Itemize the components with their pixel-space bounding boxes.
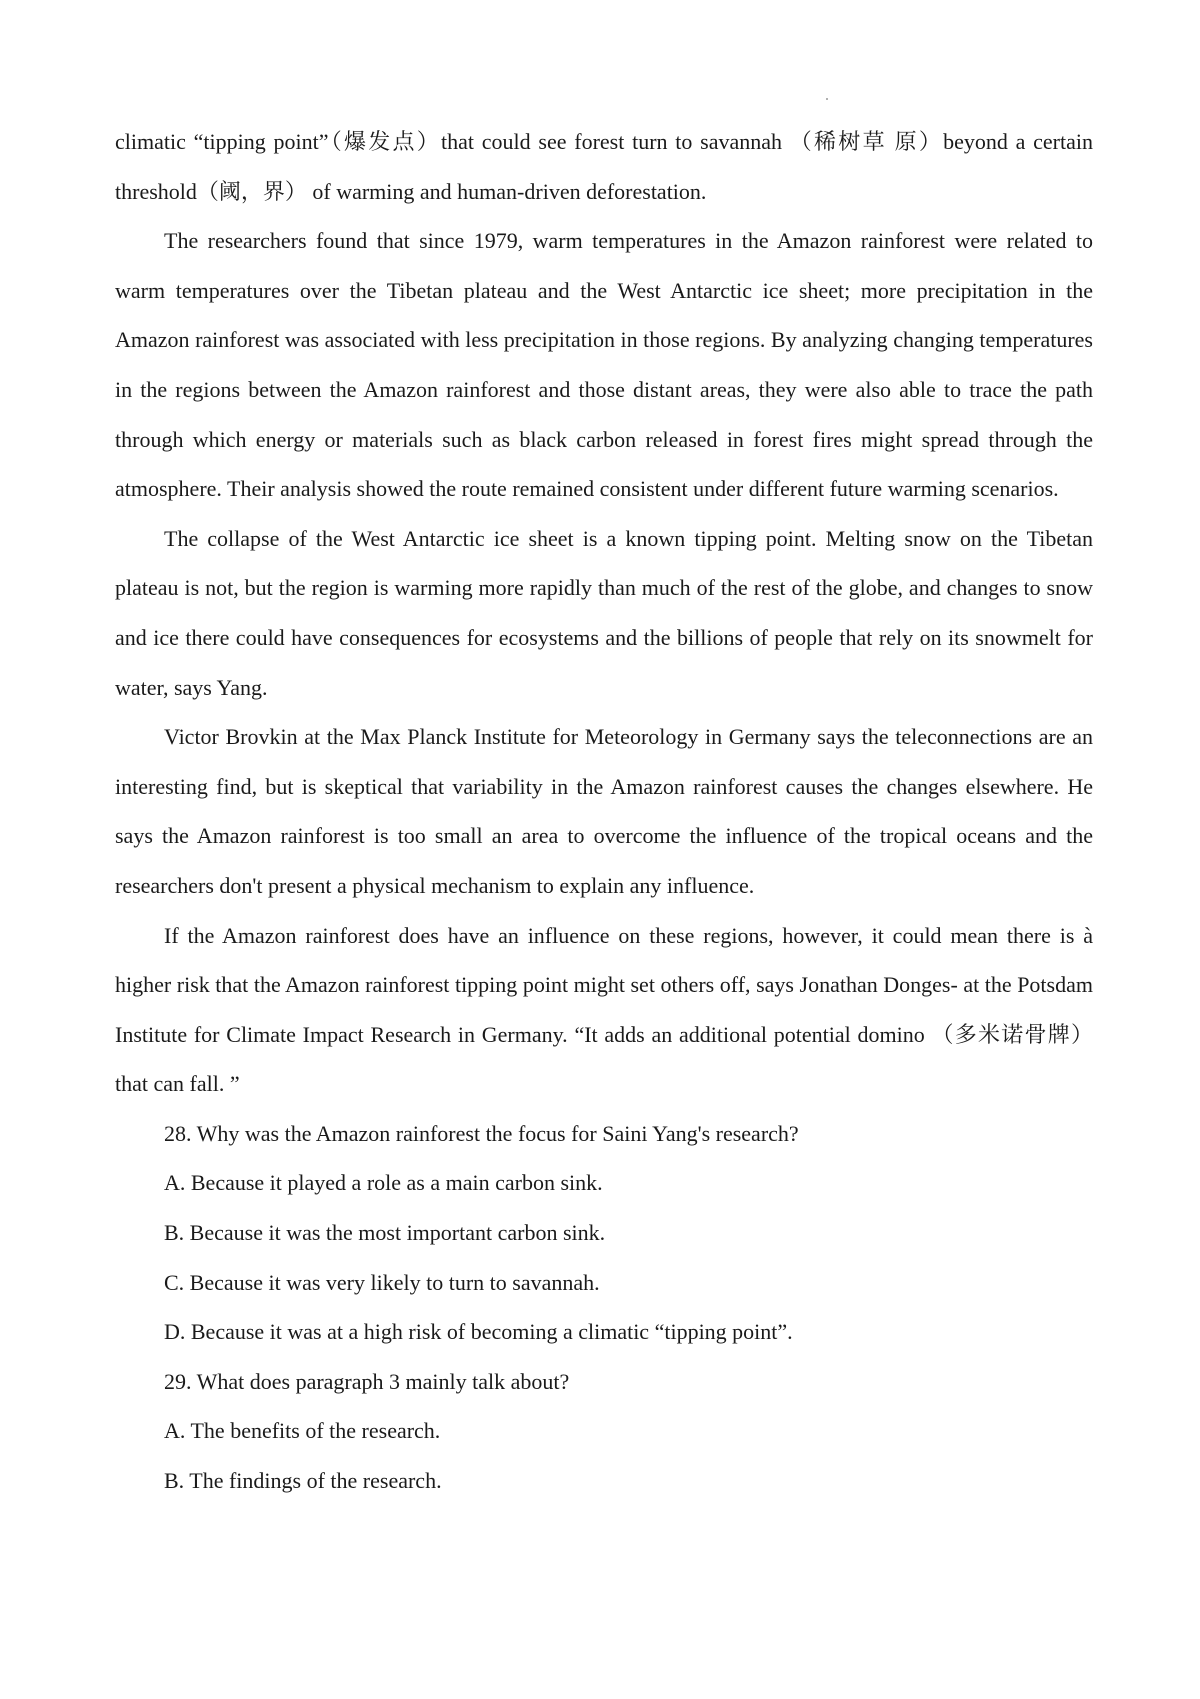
question-28-option-b: B. Because it was the most important carbon sink. — [164, 1220, 606, 1246]
paragraph-tipping-point: The collapse of the West Antarctic ice sheet is a known tipping point. Melting snow on the Tibetan plateau is not, but the region is warming more rapidly than much of the rest of the globe, and changes to snow and ice there could have consequences for ecosystems and the billions of people that rely on its snowmelt for water, says Yang. — [115, 525, 1093, 700]
question-29-option-b: B. The findings of the research. — [164, 1468, 442, 1494]
question-28-option-c: C. Because it was very likely to turn to savannah. — [164, 1269, 600, 1295]
paragraph-donges: If the Amazon rainforest does have an influence on these regions, however, it could mean there is à higher risk that the Amazon rainforest tipping point might set others off, says Jonathan Donges- at the Potsdam Institute for Climate Impact Research in Germany. “It adds an additional potential domino （多米诺骨牌）that can fall. ” — [115, 922, 1093, 1097]
paragraph-findings: The researchers found that since 1979, warm temperatures in the Amazon rainforest were related to warm temperatures over the Tibetan plateau and the West Antarctic ice sheet; more precipitation in the Amazon rainforest was associated with less precipitation in those regions. By analyzing changing temperatures in the regions between the Amazon rainforest and those distant areas, they were also able to trace the path through which energy or materials such as black carbon released in forest fires might spread through the atmosphere. Their analysis showed the route remained consistent under different future warming scenarios. — [115, 228, 1093, 502]
stray-dot — [826, 98, 828, 100]
question-28-option-d: D. Because it was at a high risk of becoming a climatic “tipping point”. — [164, 1319, 793, 1345]
question-28-stem: 28. Why was the Amazon rainforest the focus for Saini Yang's research? — [164, 1120, 799, 1146]
question-28-option-a: A. Because it played a role as a main carbon sink. — [164, 1170, 603, 1196]
paragraph-brovkin: Victor Brovkin at the Max Planck Institute for Meteorology in Germany says the teleconnections are an interesting find, but is skeptical that variability in the Amazon rainforest causes the changes elsewhere. He says the Amazon rainforest is too small an area to overcome the influence of the tropical oceans and the researchers don't present a physical mechanism to explain any influence. — [115, 724, 1093, 898]
paragraph-continued: climatic “tipping point”（爆发点）that could see forest turn to savannah （稀树草 原）beyond a certain threshold（阈，界） of warming and human-driven deforestation. — [115, 129, 1093, 204]
question-29-option-a: A. The benefits of the research. — [164, 1418, 441, 1444]
question-29-stem: 29. What does paragraph 3 mainly talk about? — [164, 1368, 570, 1394]
document-page — [115, 117, 1093, 1506]
